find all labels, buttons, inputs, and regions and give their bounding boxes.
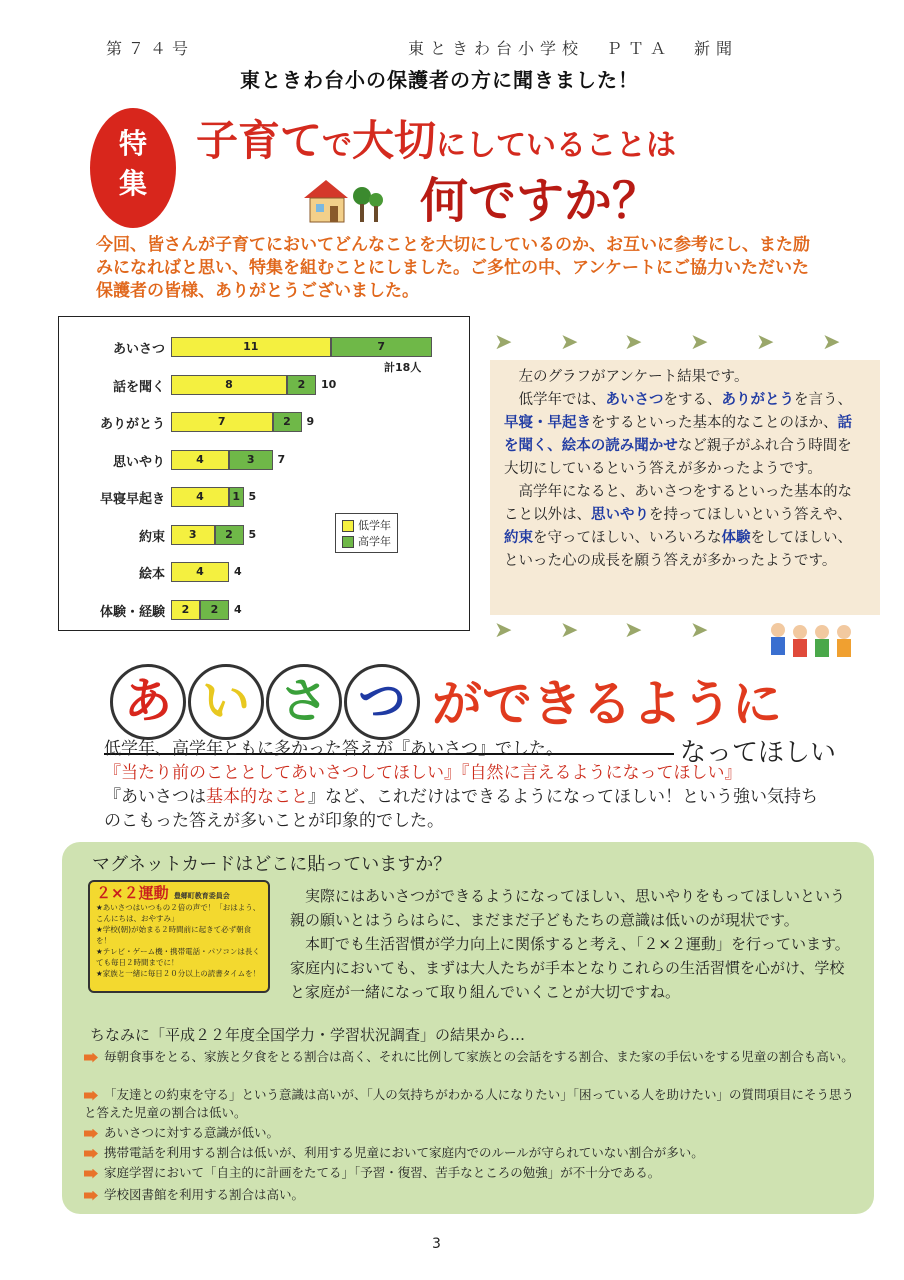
card-line: ★学校(朝)が始まる２時間前に起きて必ず朝食を！	[96, 925, 252, 945]
text-run: 高学年になると、あいさつをするといった基本的なこと以外は、	[504, 484, 852, 523]
text-run: をしてほしい、といった心の成長を願う答えが多かったようです。	[504, 530, 852, 569]
badge-line2: 集	[118, 167, 147, 200]
bar-high: 3	[229, 450, 273, 470]
house-illustration	[300, 176, 386, 226]
bar-low: 2	[171, 600, 200, 620]
lead-heading: 東ときわ台小の保護者の方に聞きました！	[240, 68, 639, 92]
text-run: を言う、	[794, 392, 852, 408]
legend-label-high: 高学年	[358, 535, 391, 548]
paper-plane-icon: ➤	[822, 330, 841, 355]
survey-item	[84, 1144, 864, 1162]
bar-low: 11	[171, 337, 331, 357]
text-run: など親子がふれ合う時間を大切にしているという答えが多かったようです。	[504, 438, 852, 477]
survey-item-text: 学校図書館を利用する割合は高い。	[104, 1187, 305, 1202]
card-org: 豊郷町教育委員会	[173, 892, 230, 900]
text-run: を持ってほしいという答えや、	[649, 507, 852, 523]
category-label: 話を聞く	[112, 379, 165, 395]
category-label: 体験・経験	[99, 604, 165, 620]
bar-low: 8	[171, 375, 287, 395]
banner-char: さ	[266, 664, 342, 740]
keyword: あいさつ	[605, 392, 664, 408]
total-label: 5	[248, 490, 257, 503]
keyword: 約束	[504, 530, 533, 546]
bar-high: 2	[215, 525, 244, 545]
total-label: 4	[234, 565, 242, 578]
category-label: 絵本	[138, 567, 165, 582]
bar-high: 7	[331, 337, 433, 357]
text-run: をする、	[663, 392, 722, 408]
paper-plane-icon: ➤	[756, 330, 775, 355]
feature-title-line2: 何ですか？	[420, 173, 661, 229]
total-label: 計18人	[384, 361, 422, 374]
category-label: ありがとう	[99, 417, 165, 432]
quote: 基本的なこと	[206, 787, 308, 807]
arrow-icon	[84, 1129, 98, 1139]
chart-explanation	[490, 360, 880, 615]
magnet-p2: 本町でも生活習慣が学力向上に関係すると考え、「２×２運動」を行っています。家庭内においても、まずは大人たちが手本となりこれらの生活習慣を心がけ、学校と家庭が一緒になって取り組んでいくことが大切ですね。	[290, 935, 850, 1001]
legend-label-low: 低学年	[358, 519, 391, 532]
survey-item-text: 携帯電話を利用する割合は低いが、利用する児童において家庭内でのルールが守られていない割合が多い。	[104, 1145, 704, 1160]
paper-plane-icon: ➤	[494, 330, 513, 355]
card-line: ★テレビ・ゲーム機・携帯電話・パソコンは長くても毎日２時間までに！	[96, 947, 260, 967]
banner-char: あ	[110, 664, 186, 740]
title-segment: にしていることは	[436, 128, 677, 163]
survey-item-text: 毎朝食事をとる、家族と夕食をとる割合は高く、それに比例して家族との会話をする割合、また家の手伝いをする児童の割合も高い。	[104, 1049, 854, 1064]
bar-low: 4	[171, 562, 229, 582]
explain-p1: 左のグラフがアンケート結果です。	[518, 369, 749, 385]
magnet-title: マグネットカードはどこに貼っていますか？	[92, 854, 452, 875]
survey-item	[84, 1186, 864, 1204]
newspaper-name: 東ときわ台小学校 ＰＴＡ 新聞	[408, 39, 739, 58]
category-label: 早寝早起き	[99, 492, 165, 507]
quote: 『当たり前のこととしてあいさつしてほしい』	[104, 763, 461, 783]
paper-plane-icon: ➤	[624, 618, 643, 643]
magnet-text	[290, 884, 856, 1004]
arrow-icon	[84, 1053, 98, 1063]
survey-item	[84, 1086, 864, 1122]
title-segment: で	[322, 128, 353, 163]
explain-p3	[504, 481, 866, 573]
magnet-p1: 実際にはあいさつができるようになってほしい、思いやりをもってほしいという親の願いとはうらはらに、まだまだ子どもたちの意識は低いのが現状です。	[290, 887, 846, 929]
keyword: 話を聞く、絵本の読み聞かせ	[504, 415, 852, 454]
title-segment: 大切	[352, 116, 437, 165]
arrow-icon	[84, 1091, 98, 1101]
text-run: 『あいさつは	[104, 787, 206, 807]
bar-high: 2	[287, 375, 316, 395]
aisatsu-line: 低学年、高学年ともに多かった答えが『あいさつ』でした。	[104, 739, 563, 759]
banner-char: つ	[344, 664, 420, 740]
text-run: 低学年では、	[518, 392, 606, 408]
bar-high: 2	[200, 600, 229, 620]
keyword: ありがとう	[721, 392, 794, 408]
aisatsu-banner	[110, 664, 430, 744]
magnet-card-image	[88, 880, 270, 993]
card-line: ★家族と一緒に毎日２０分以上の読書タイムを！	[96, 969, 261, 978]
bar-low: 3	[171, 525, 215, 545]
keyword: 早寝・早起き	[504, 415, 591, 431]
banner-tail: なってほしい	[680, 738, 837, 768]
card-title: ２×２運動	[96, 884, 169, 902]
survey-item-text: 「友達との約束を守る」という意識は高いが、「人の気持ちがわかる人になりたい」「困っている人を助けたい」の質問項目にそう思うと答えた児童の割合は低い。	[84, 1087, 855, 1120]
keyword: 思いやり	[591, 507, 649, 523]
page-number: 3	[432, 1236, 441, 1252]
survey-item-text: 家庭学習において「自主的に計画をたてる」「予習・復習、苦手なところの勉強」が不十分である。	[104, 1165, 661, 1180]
card-line: ★あいさつはいつもの２倍の声で！「おはよう、こんにちは、おやすみ」	[96, 903, 261, 923]
total-label: 10	[321, 377, 337, 391]
banner-char: い	[188, 664, 264, 740]
paper-plane-icon: ➤	[624, 330, 643, 355]
paper-plane-icon: ➤	[560, 330, 579, 355]
survey-intro: ちなみに「平成２２年度全国学力・学習状況調査」の結果から…	[90, 1026, 526, 1044]
bar-high: 2	[273, 412, 302, 432]
paper-plane-icon: ➤	[690, 618, 709, 643]
total-label: 7	[277, 452, 286, 466]
intro-paragraph: 今回、皆さんが子育てにおいてどんなことを大切にしているのか、お互いに参考にし、また励みになればと思い、特集を組むことにしました。ご多忙の中、アンケートにご協力いただいた保護者の皆様、ありがとうございました。	[96, 235, 810, 301]
bar-low: 4	[171, 450, 229, 470]
issue-number: 第７４号	[106, 39, 195, 58]
survey-bar-chart	[58, 316, 470, 631]
paper-plane-icon: ➤	[494, 618, 513, 643]
arrow-icon	[84, 1191, 98, 1201]
badge-line1: 特	[118, 127, 147, 160]
aisatsu-paragraph	[104, 737, 824, 833]
survey-item	[84, 1164, 864, 1182]
category-label: 思いやり	[112, 454, 165, 470]
banner-rest: ができるように	[432, 675, 782, 733]
quote: 『自然に言えるようになってほしい』	[461, 763, 742, 783]
bar-low: 7	[171, 412, 273, 432]
total-label: 9	[306, 415, 315, 428]
legend-swatch-low	[342, 520, 354, 532]
feature-title-line1	[196, 108, 676, 168]
explain-p2	[504, 389, 866, 481]
survey-item	[84, 1048, 864, 1066]
bar-high: 1	[229, 487, 244, 507]
paper-plane-icon: ➤	[560, 618, 579, 643]
category-label: 約束	[138, 529, 165, 545]
feature-badge	[90, 108, 176, 228]
total-label: 4	[234, 602, 242, 616]
arrow-icon	[84, 1169, 98, 1179]
text-run: 』など、これだけはできるようになってほしい！という強い気持ちのこもった答えが多いことが印象的でした。	[104, 787, 818, 831]
title-segment: 子育て	[196, 116, 323, 165]
children-illustration	[766, 620, 860, 666]
survey-item	[84, 1124, 864, 1142]
survey-item-text: あいさつに対する意識が低い。	[104, 1125, 280, 1140]
paper-plane-icon: ➤	[690, 330, 709, 355]
category-label: あいさつ	[112, 342, 165, 357]
legend-swatch-high	[342, 536, 354, 548]
bar-low: 4	[171, 487, 229, 507]
keyword: 体験	[721, 530, 751, 546]
total-label: 5	[248, 527, 257, 541]
text-run: を守ってほしい、いろいろな	[533, 530, 722, 546]
chart-legend	[335, 513, 398, 553]
arrow-icon	[84, 1149, 98, 1159]
text-run: をするといった基本的なことのほか、	[591, 415, 838, 431]
